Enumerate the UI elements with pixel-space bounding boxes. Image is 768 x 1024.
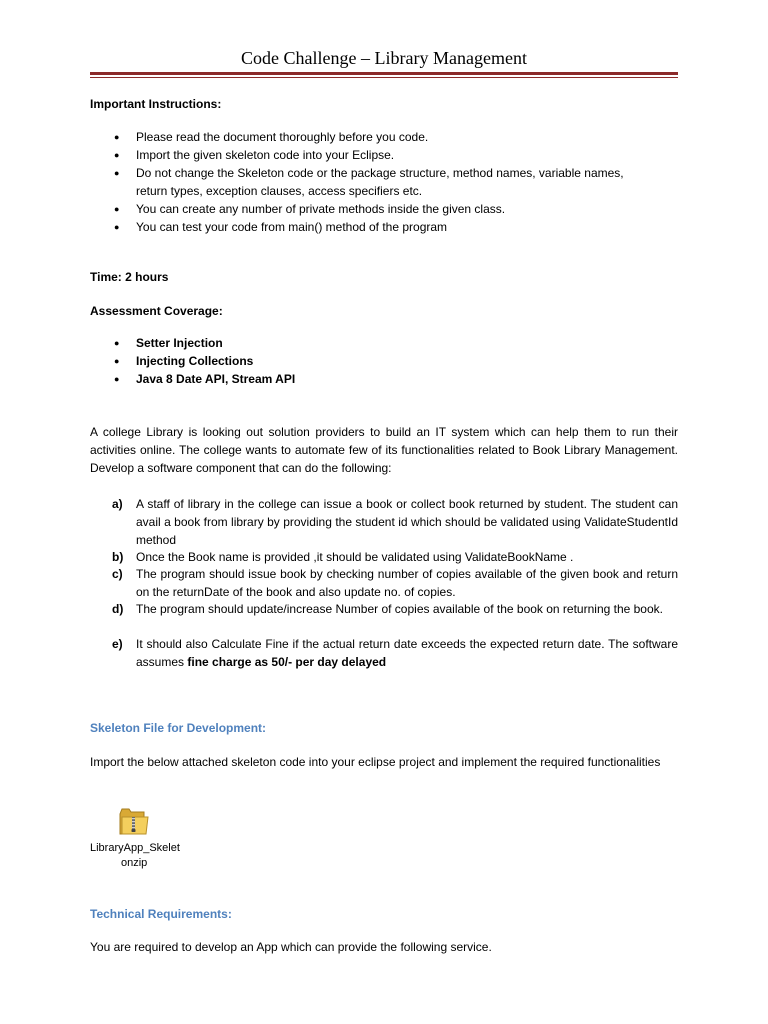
- bullet-icon: ●: [114, 204, 120, 214]
- title-rule-thick: [90, 72, 678, 75]
- requirement-label: d): [112, 602, 124, 616]
- skeleton-paragraph: Import the below attached skeleton code into your eclipse project and implement the required functionalities: [90, 755, 661, 769]
- technical-heading: Technical Requirements:: [90, 907, 232, 921]
- bullet-icon: ●: [114, 222, 120, 232]
- instruction-item: Do not change the Skeleton code or the package structure, method names, variable names,: [136, 166, 624, 180]
- zip-folder-icon-graphic: [118, 805, 150, 837]
- coverage-item: Java 8 Date API, Stream API: [136, 372, 296, 386]
- requirement-text: Once the Book name is provided ,it should be validated using ValidateBookName .: [136, 550, 574, 564]
- time-label: Time: 2 hours: [90, 270, 169, 284]
- instruction-item: Import the given skeleton code into your Eclipse.: [136, 148, 395, 162]
- instruction-item: Please read the document thoroughly before you code.: [136, 130, 429, 144]
- requirement-text: A staff of library in the college can issue a book or collect book returned by student. The student can avail a book from library by providing the student id which should be validated using ValidateStudentId method: [136, 497, 678, 547]
- instruction-item: You can test your code from main() method of the program: [136, 220, 448, 234]
- requirement-text-e: [136, 635, 678, 671]
- requirement-text: The program should update/increase Number of copies available of the book on returning the book.: [136, 602, 663, 616]
- coverage-item: Injecting Collections: [136, 354, 254, 368]
- requirement-label: c): [112, 567, 123, 581]
- requirement-label: e): [112, 637, 123, 651]
- instructions-heading: Important Instructions:: [90, 97, 222, 111]
- fine-charge-text: fine charge as 50/- per day delayed: [184, 655, 387, 669]
- requirement-text: The program should issue book by checking number of copies available of the given book and return on the returnDate of the book and also update no. of copies.: [136, 567, 678, 599]
- attachment-name-line1[interactable]: LibraryApp_Skelet: [90, 842, 180, 854]
- requirement-label: b): [112, 550, 124, 564]
- bullet-icon: ●: [114, 356, 120, 366]
- bullet-icon: ●: [114, 132, 120, 142]
- bullet-icon: ●: [114, 374, 120, 384]
- skeleton-heading: Skeleton File for Development:: [90, 721, 267, 735]
- technical-paragraph: You are required to develop an App which can provide the following service.: [90, 940, 492, 954]
- bullet-icon: ●: [114, 168, 120, 178]
- document-title: Code Challenge – Library Management: [241, 48, 527, 68]
- title-rule-thin: [90, 77, 678, 78]
- coverage-heading: Assessment Coverage:: [90, 304, 223, 318]
- instruction-item: You can create any number of private methods inside the given class.: [136, 202, 506, 216]
- attachment-name-line2[interactable]: onzip: [121, 857, 148, 869]
- bullet-icon: ●: [114, 150, 120, 160]
- intro-paragraph: A college Library is looking out solution providers to build an IT system which can help them to run their activities online. The college wants to automate few of its functionalities related to Book Library Management. Develop a software component that can do the following:: [90, 425, 678, 475]
- requirement-text: It should also Calculate Fine if the actual return date exceeds the expected return date. The software assumes: [136, 637, 678, 669]
- bullet-icon: ●: [114, 338, 120, 348]
- zip-folder-icon[interactable]: [118, 805, 150, 837]
- coverage-item: Setter Injection: [136, 336, 223, 350]
- instruction-item-continued: return types, exception clauses, access specifiers etc.: [136, 184, 423, 198]
- requirement-label: a): [112, 497, 123, 511]
